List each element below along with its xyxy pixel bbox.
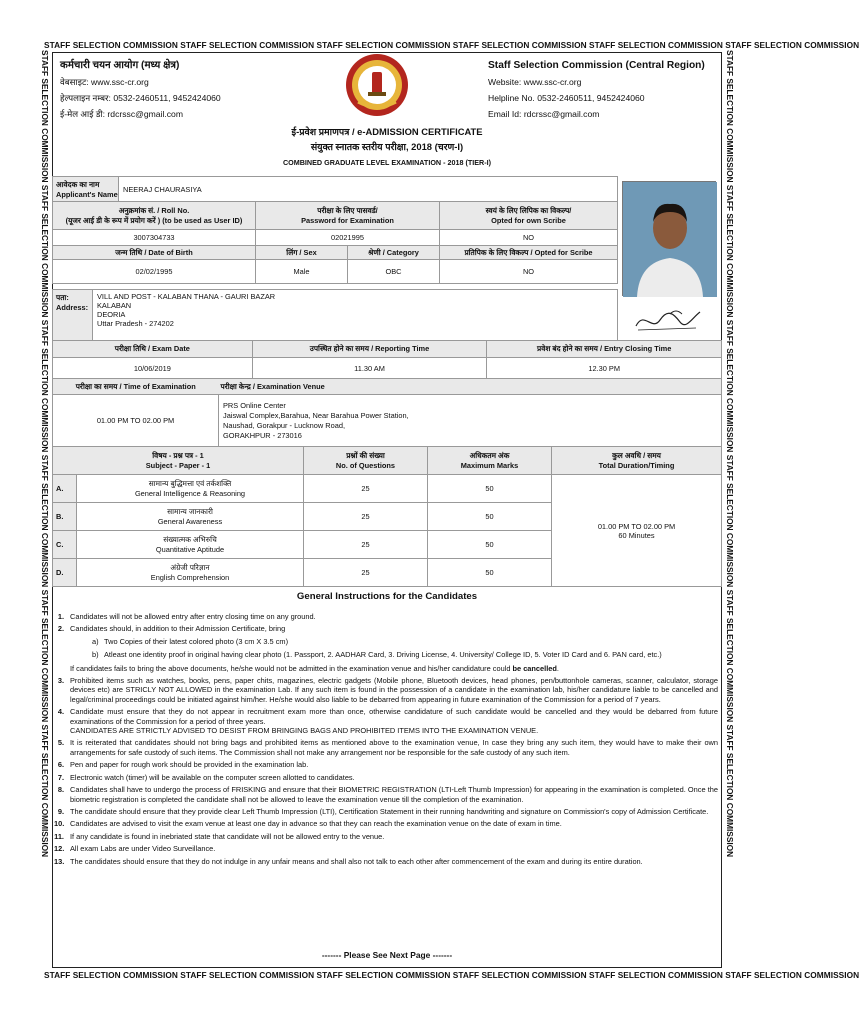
opted-scribe-label: प्रतिपिक के लिए विकल्प / Opted for Scribe — [440, 246, 618, 260]
list-item: 5. It is reiterated that candidates should not bring bags and prohibited items as mentioned above to the examination venue, In case they bring any such item, they would have to make their own arrangements for safe custody of such items. The Commission shall not make any arrangement nor be responsible for the safe custody of any such item. — [57, 738, 718, 757]
password-label: परीक्षा के लिए पासवर्ड/ Password for Examination — [256, 202, 440, 230]
reporting-time-label: उपस्थित होने का समय / Reporting Time — [252, 341, 487, 358]
applicant-name: NEERAJ CHAURASIYA — [119, 177, 618, 202]
category-value: OBC — [348, 260, 440, 284]
venue-value: PRS Online Center Jaiswal Complex,Barahua, Near Barahua Power Station, Naushad, Gorakpur - Lucknow Road, GORAKHPUR - 273016 — [219, 395, 722, 447]
subject-name: संख्यात्मक अभिरुचि Quantitative Aptitude — [77, 531, 304, 559]
email-hindi: ई-मेल आई डी: rdcrssc@gmail.com — [60, 109, 183, 119]
candidate-photo — [622, 181, 716, 296]
list-item: 2. Candidates should, in addition to their Admission Certificate, bring a) Two Copies of their latest colored photo (3 cm X 3.5 cm) b) Atleast one identity proof in original having clear photo (1. Passport, 2. AADHAR Card, 3. Driving License, 4. University/ College ID, 5. Voter ID Card and 6. PAN card, etc.) If candidates fails to bring the above documents, he/she would not be admitted in the examination venue and his/her candidature could be cancelled. — [54, 624, 718, 673]
name-label: आवेदक का नाम Applicant's Name — [53, 177, 119, 202]
address-value: VILL AND POST - KALABAN THANA - GAURI BAZAR KALABAN DEORIA Uttar Pradesh - 274202 — [93, 290, 618, 341]
sex-label: लिंग / Sex — [256, 246, 348, 260]
border-text-right: STAFF SELECTION COMMISSION STAFF SELECTION COMMISSION STAFF SELECTION COMMISSION STAFF SELECTION COMMISSION STAFF SELECTION COMMISSION STAFF SELECTION COMMISSION — [725, 50, 735, 858]
subject-marks: 50 — [428, 475, 552, 503]
header-english — [488, 58, 705, 122]
list-item: 3. Prohibited items such as watches, books, pens, paper chits, magazines, electric gadgets (Mobile phone, Bluetooth devices, head phones, pen/buttonhole cameras, scanner, calculator, storage devices etc) are STRICLY NOT ALLOWED in the examination Lab. If any such item is found in the possession of a candidate in the examination lab, his/her candidature liable to be cancelled and legal/criminal proceedings could be initiated against him/her. He/she would also liable to be debarred from appearing in future examination of the Commission for a period of 7 years. — [57, 676, 718, 704]
header-hindi — [60, 58, 221, 122]
exam-time-label: परीक्षा का समय / Time of Examination — [53, 379, 219, 395]
duration-header: कुल अवधि / समय Total Duration/Timing — [552, 447, 722, 475]
website-english: Website: www.ssc-cr.org — [488, 77, 582, 87]
reporting-time-value: 11.30 AM — [252, 358, 487, 379]
subjects-table — [52, 446, 722, 587]
list-item: 8. Candidates shall have to undergo the process of FRISKING and ensure that their BIOMETRIC REGISTRATION (LTI-Left Thumb Impression) for appearing in the examination is completed. Once the biometric registration is completed the candidate shall not be allowed to leave the examination venue till the completion of the examination. — [57, 785, 718, 804]
subject-marks: 50 — [428, 503, 552, 531]
own-scribe-label: स्वयं के लिए लिपिक का विकल्प/ Opted for own Scribe — [440, 202, 618, 230]
subject-code: D. — [53, 559, 77, 587]
title-line-2: संयुक्त स्नातक स्तरीय परीक्षा, 2018 (चरण-I) — [310, 141, 464, 152]
title-line-1: ई-प्रवेश प्रमाणपत्र / e-ADMISSION CERTIFICATE — [291, 126, 483, 137]
dob-value: 02/02/1995 — [53, 260, 256, 284]
subject-marks: 50 — [428, 531, 552, 559]
org-name-english: Staff Selection Commission (Central Region) — [488, 60, 705, 71]
own-scribe-value: NO — [440, 230, 618, 246]
subject-header: विषय - प्रश्न पत्र - 1 Subject - Paper - 1 — [53, 447, 304, 475]
total-duration: 01.00 PM TO 02.00 PM 60 Minutes — [552, 475, 722, 587]
subject-name: अंग्रेजी परिज्ञान English Comprehension — [77, 559, 304, 587]
marks-header: अधिकतम अंक Maximum Marks — [428, 447, 552, 475]
title-line-3: COMBINED GRADUATE LEVEL EXAMINATION - 2018 (TIER-I) — [282, 158, 492, 167]
subject-marks: 50 — [428, 559, 552, 587]
ssc-emblem-icon — [344, 52, 410, 118]
opted-scribe-value: NO — [440, 260, 618, 284]
table-row — [53, 475, 722, 503]
border-text-bottom: STAFF SELECTION COMMISSION STAFF SELECTION COMMISSION STAFF SELECTION COMMISSION STAFF SELECTION COMMISSION STAFF SELECTION COMMISSION STAFF SELECTION COMMISSION — [44, 970, 859, 980]
sub-item: b) Atleast one identity proof in original having clear photo (1. Passport, 2. AADHAR Card, 3. Driving License, 4. University/ College ID, 5. Voter ID Card and 6. PAN card, etc.) — [92, 650, 662, 660]
next-page-note: ------- Please See Next Page ------- — [321, 950, 453, 960]
subject-name: सामान्य बुद्धिमत्ता एवं तर्कशक्ति General Intelligence & Reasoning — [77, 475, 304, 503]
border-text-top: STAFF SELECTION COMMISSION STAFF SELECTION COMMISSION STAFF SELECTION COMMISSION STAFF SELECTION COMMISSION STAFF SELECTION COMMISSION STAFF SELECTION COMMISSION — [44, 40, 859, 50]
questions-header: प्रश्नों की संख्या No. of Questions — [304, 447, 428, 475]
subject-name: सामान्य जानकारी General Awareness — [77, 503, 304, 531]
address-label: पता: Address: — [53, 290, 93, 341]
helpline-hindi: हेल्पलाइन नम्बर: 0532-2460511, 9452424060 — [60, 93, 221, 103]
subject-code: B. — [53, 503, 77, 531]
helpline-english: Helpline No. 0532-2460511, 9452424060 — [488, 93, 645, 103]
entry-closing-label: प्रवेश बंद होने का समय / Entry Closing Time — [487, 341, 722, 358]
candidate-info-table — [52, 176, 618, 284]
subject-questions: 25 — [304, 475, 428, 503]
list-item: 11. If any candidate is found in inebriated state that candidate will not be allowed entry to the venue. — [54, 831, 385, 841]
category-label: श्रेणी / Category — [348, 246, 440, 260]
border-text-left: STAFF SELECTION COMMISSION STAFF SELECTION COMMISSION STAFF SELECTION COMMISSION STAFF SELECTION COMMISSION STAFF SELECTION COMMISSION STAFF SELECTION COMMISSION — [40, 50, 50, 858]
org-name-hindi: कर्मचारी चयन आयोग (मध्य क्षेत्र) — [60, 60, 180, 71]
list-item: 1. Candidates will not be allowed entry after entry closing time on any ground. — [57, 612, 316, 621]
email-english: Email Id: rdcrssc@gmail.com — [488, 109, 600, 119]
roll-number: 3007304733 — [53, 230, 256, 246]
subject-questions: 25 — [304, 531, 428, 559]
list-item: 4. Candidate must ensure that they do not appear in recruitment exam more than once, otherwise candidature of such candidate would be cancelled and they would be debarred from future examinations of the Commission for a period of three years. CANDIDATES ARE STRICTLY ADVISED TO DESIST FROM BRINGING BAGS AND PROHIBITED ITEMS INTO THE EXAMINATION VENUE. — [57, 707, 718, 736]
website-hindi: वेबसाइट: www.ssc-cr.org — [60, 77, 149, 87]
roll-label: अनुक्रमांक सं. / Roll No. (यूजर आई डी के रूप में प्रयोग करें ) (to be used as User ID) — [53, 202, 256, 230]
subject-questions: 25 — [304, 503, 428, 531]
subject-code: A. — [53, 475, 77, 503]
list-item: 12. All exam Labs are under Video Surveillance. — [54, 844, 216, 854]
address-table — [52, 289, 618, 341]
instructions-title: General Instructions for the Candidates — [296, 591, 478, 602]
exam-date-label: परीक्षा तिथि / Exam Date — [53, 341, 253, 358]
sub-item: a) Two Copies of their latest colored photo (3 cm X 3.5 cm) — [92, 636, 289, 646]
venue-label: परीक्षा केन्द्र / Examination Venue — [219, 379, 722, 395]
exam-time-value: 01.00 PM TO 02.00 PM — [53, 395, 219, 447]
dob-label: जन्म तिथि / Date of Birth — [53, 246, 256, 260]
entry-closing-value: 12.30 PM — [487, 358, 722, 379]
password-value: 02021995 — [256, 230, 440, 246]
subject-code: C. — [53, 531, 77, 559]
instructions-list — [54, 612, 718, 869]
exam-date-value: 10/06/2019 — [53, 358, 253, 379]
candidate-signature-icon — [630, 300, 706, 340]
list-item: 10. Candidates are advised to visit the exam venue at least one day in advance so that they can reach the examination venue on the date of exam in time. — [54, 819, 562, 829]
list-item: 13. The candidates should ensure that they do not indulge in any unfair means and shall also not talk to each other after commencement of the exam and during its entire duration. — [54, 856, 643, 866]
venue-table — [52, 378, 722, 447]
list-item: 6. Pen and paper for rough work should be provided in the examination lab. — [57, 760, 309, 770]
list-item: 9. The candidate should ensure that they provide clear Left Thumb Impression (LTI), Certification Statement in their running handwriting and signature on Commission's copy of Admission Certificate. — [57, 806, 709, 816]
person-photo-icon — [623, 182, 717, 297]
exam-timing-table — [52, 340, 722, 379]
sex-value: Male — [256, 260, 348, 284]
list-item: 7. Electronic watch (timer) will be available on the computer screen allotted to candidates. — [57, 772, 355, 782]
subject-questions: 25 — [304, 559, 428, 587]
certificate-title — [52, 125, 722, 170]
